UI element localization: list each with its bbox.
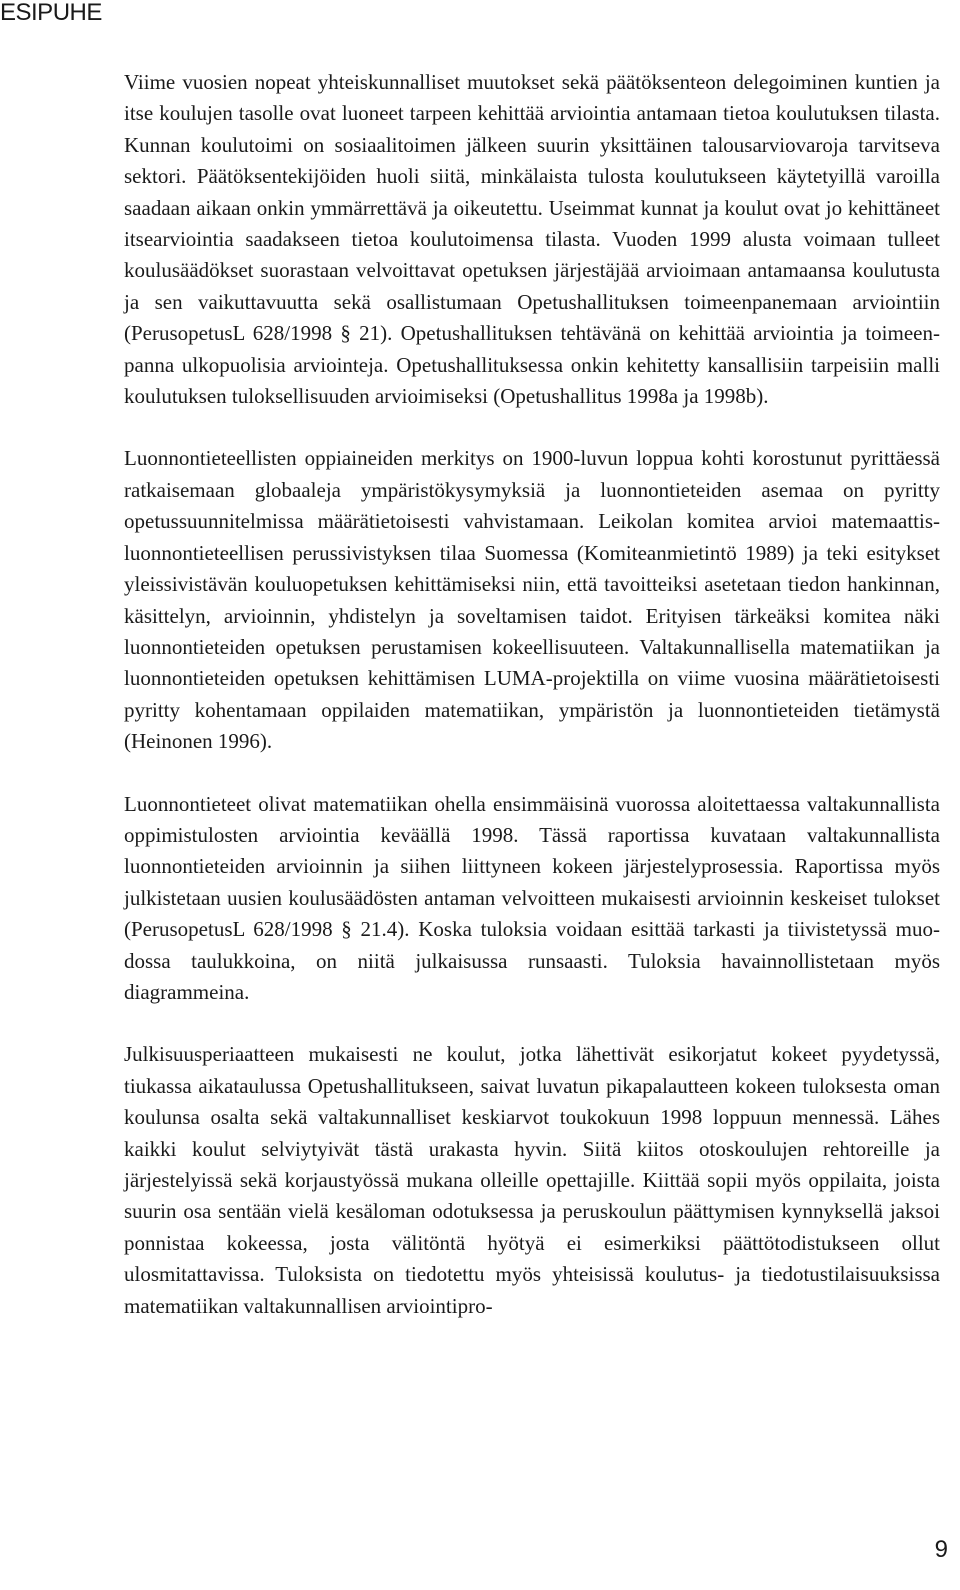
- page-number: 9: [934, 1536, 948, 1563]
- body-text: [124, 67, 940, 1322]
- paragraph-3: Luonnontieteet olivat matematiikan ohella ensimmäisinä vuorossa aloitettaessa valtakunnallista oppimistulosten arviointia keväällä 1998. Tässä raportissa kuvataan valtakunnallista luonnontieteiden arvioinnin ja siihen liittyneen kokeen järjestelyprosessia. Raportissa myös julkistetaan uusien koulusäädösten antaman velvoitteen mukaisesti arvioinnin keskeiset tulokset (PerusopetusL 628/1998 § 21.4). Koska tuloksia voidaan esittää tarkasti ja tiivistetyssä muodossa taulukkoina, on niitä julkaisussa runsaasti. Tuloksia havainnollistetaan myös diagrammeina.: [124, 791, 940, 1004]
- page-header-title: ESIPUHE: [0, 0, 102, 26]
- paragraph-2: Luonnontieteellisten oppiaineiden merkitys on 1900-luvun loppua kohti korostunut pyrittäessä ratkaisemaan globaaleja ympäristökysymyksiä ja luonnontieteiden asemaa on pyritty opetussuunnitelmissa määrätietoisesti vahvistamaan. Leikolan komitea arvioi matemaattis-luonnontieteellisen perussivistyksen tilaa Suomessa (Komiteanmietintö 1989) ja teki esitykset yleissivistävän kouluopetuksen kehittämiseksi niin, että tavoitteiksi asetetaan tiedon hankinnan, käsittelyn, arvioinnin, yhdistelyn ja soveltamisen taidot. Erityisen tärkeäksi komitea näki luonnontieteiden opetuksen perustamisen kokeellisuuteen. Valtakunnallisella matematiikan ja luonnontieteiden opetuksen kehittämisen LUMA-projektilla on viime vuosina määrätietoisesti pyritty kohentamaan oppilaiden matematiikan, ympäristön ja luonnontieteiden tietämystä (Heinonen 1996).: [124, 446, 940, 754]
- paragraph-1: Viime vuosien nopeat yhteiskunnalliset muutokset sekä päätöksenteon delegoiminen kuntien ja itse koulujen tasolle ovat luoneet tarpeen kehittää arviointia antamaan tietoa koulutuksen tilasta. Kunnan koulutoimi on sosiaalitoimen jälkeen suurin yksittäinen talousarviovaroja tarvitseva sektori. Päätöksentekijöiden huoli siitä, minkälaista tulosta koulutukseen käytetyillä varoilla saadaan aikaan onkin ymmärrettävä ja oikeutettu. Useimmat kunnat ja koulut ovat jo kehittäneet itsearviointia saadakseen tietoa koulutoimensa tilasta. Vuoden 1999 alusta voimaan tulleet koulusäädökset suorastaan velvoittavat opetuksen järjestäjää arvioimaan antamaansa koulutusta ja sen vaikuttavuutta sekä osallistumaan Opetushallituksen toimeenpanemaan arviointiin (PerusopetusL 628/1998 § 21). Opetushallituksen tehtävänä on kehittää arviointia ja toimeenpanna ulkopuolisia arviointeja. Opetushallituksessa onkin kehitetty kansallisiin tarpeisiin malli koulutuksen tuloksellisuuden arvioimiseksi (Opetushallitus 1998a ja 1998b).: [124, 70, 940, 409]
- paragraph-4: Julkisuusperiaatteen mukaisesti ne koulut, jotka lähettivät esikorjatut kokeet pyydetyssä, tiukassa aikataulussa Opetushallitukseen, saivat luvatun pikapalautteen kokeen tuloksesta oman koulunsa osalta sekä valtakunnalliset keskiarvot toukokuun 1998 loppuun mennessä. Lähes kaikki koulut selviytyivät tästä urakasta hyvin. Siitä kiitos otoskoulujen rehtoreille ja järjestelyissä sekä korjaustyössä mukana olleille opettajille. Kiittää sopii myös oppilaita, joista suurin osa sentään vielä kesäloman odotuksessa ja peruskoulun päättymisen kynnyksellä jaksoi ponnistaa kokeessa, josta välitöntä hyötyä ei esimerkiksi päättötodistukseen ollut ulosmitattavissa. Tuloksista on tiedotettu myös yhteisissä koulutus- ja tiedotustilaisuuksissa matematiikan valtakunnallisen arviointipro-: [124, 1042, 940, 1318]
